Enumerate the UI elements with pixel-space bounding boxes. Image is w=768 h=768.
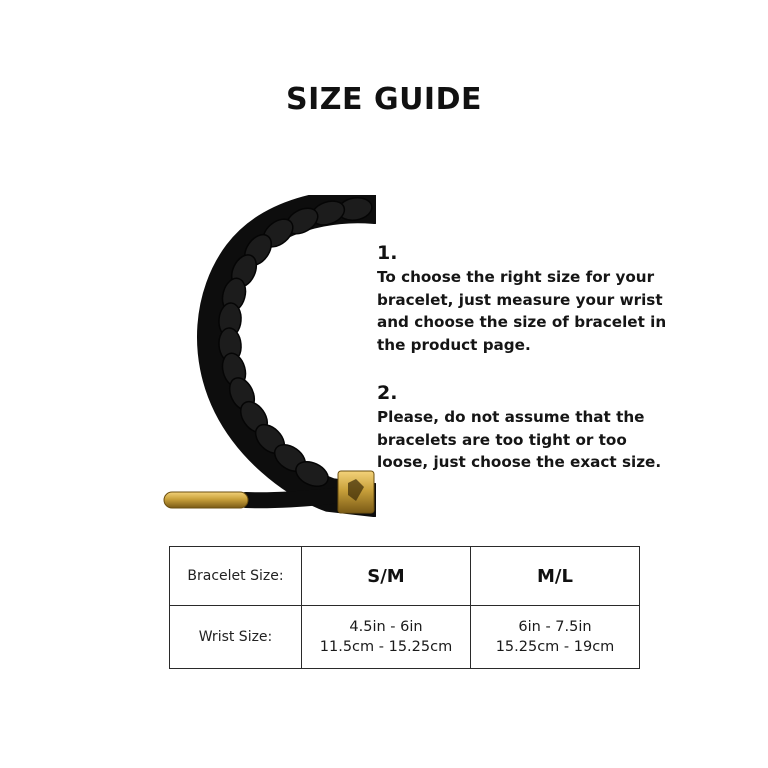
page-title: SIZE GUIDE — [285, 82, 482, 117]
table-row — [170, 547, 640, 606]
size-sm-cm: 11.5cm - 15.25cm — [319, 639, 453, 655]
step-1 — [377, 242, 677, 356]
step-2 — [377, 382, 677, 474]
size-ml-wrist — [471, 606, 640, 669]
size-sm-label: S/M — [302, 547, 471, 606]
step-2-text: Please, do not assume that the bracelets are too tight or too loose, just choose the exact size. — [377, 408, 662, 471]
size-ml-inches: 6in - 7.5in — [518, 619, 592, 635]
size-sm-wrist — [302, 606, 471, 669]
step-2-number: 2. — [377, 382, 398, 404]
wrist-size-label: Wrist Size: — [170, 606, 302, 669]
bracelet-size-label: Bracelet Size: — [170, 547, 302, 606]
size-table — [169, 546, 640, 669]
size-ml-cm: 15.25cm - 19cm — [495, 639, 615, 655]
size-sm-inches: 4.5in - 6in — [349, 619, 423, 635]
size-ml-label: M/L — [471, 547, 640, 606]
braided-bracelet-image — [150, 195, 376, 525]
step-1-number: 1. — [377, 242, 398, 264]
step-1-text: To choose the right size for your bracelet, just measure your wrist and choose the size of bracelet in the product page. — [377, 268, 667, 354]
table-row — [170, 606, 640, 669]
